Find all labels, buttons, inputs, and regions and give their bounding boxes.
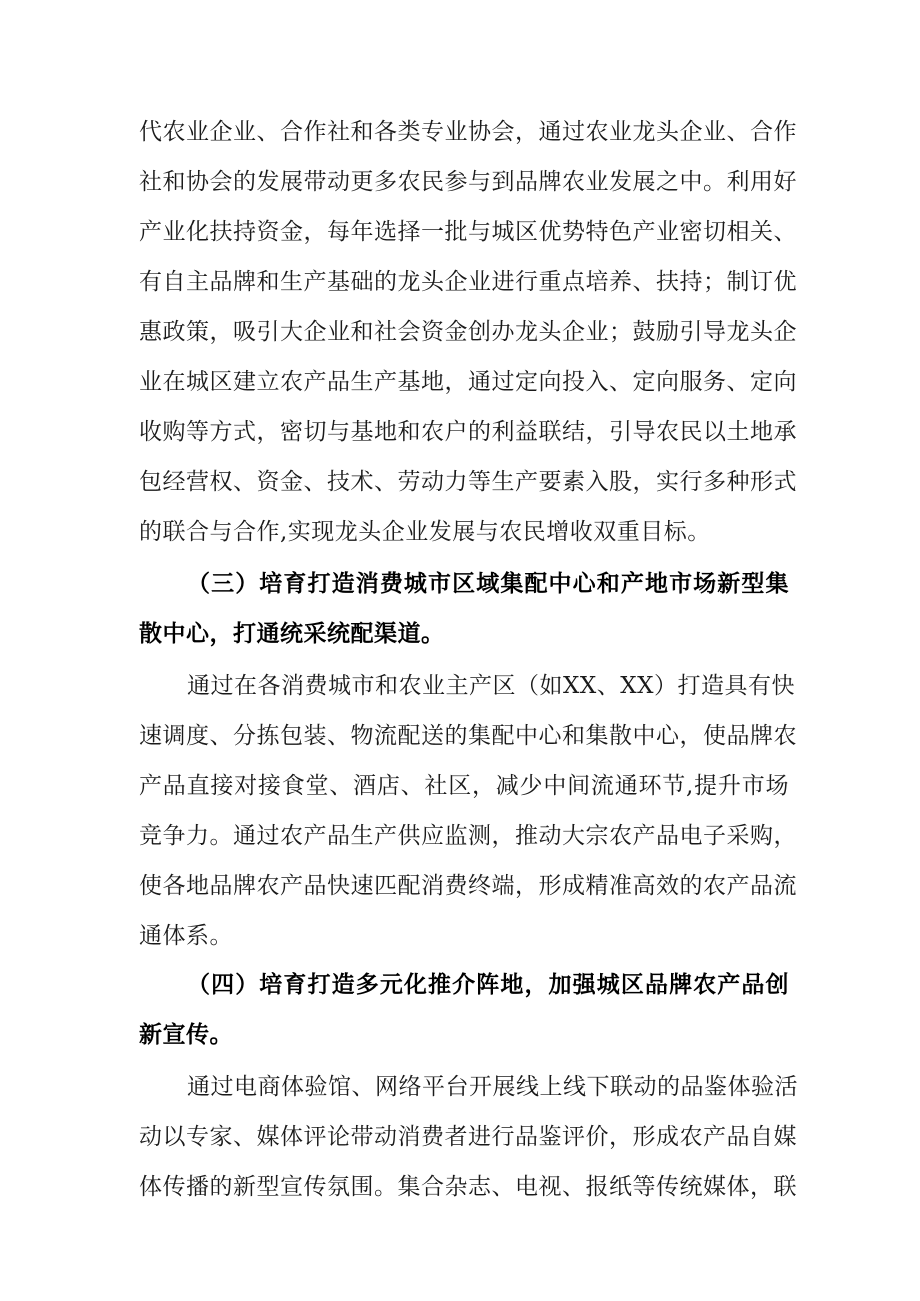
- section-heading-4: （四）培育打造多元化推介阵地，加强城区品牌农产品创: [187, 972, 789, 998]
- paragraph-3-line: 竞争力。通过农产品生产供应监测，推动大宗农产品电子采购，: [139, 823, 797, 849]
- paragraph-intro-line: 的联合与合作,实现龙头企业发展与农民增收双重目标。: [139, 519, 711, 545]
- paragraph-intro-line: 业在城区建立农产品生产基地，通过定向投入、定向服务、定向: [139, 369, 797, 395]
- paragraph-intro-line: 有自主品牌和生产基础的龙头企业进行重点培养、扶持；制订优: [139, 269, 797, 295]
- paragraph-intro-line: 产业化扶持资金，每年选择一批与城区优势特色产业密切相关、: [139, 219, 797, 245]
- paragraph-intro-line: 代农业企业、合作社和各类专业协会，通过农业龙头企业、合作: [139, 119, 797, 145]
- section-heading-4: 新宣传。: [139, 1022, 233, 1048]
- paragraph-4-line: 体传播的新型宣传氛围。集合杂志、电视、报纸等传统媒体，联: [139, 1174, 797, 1200]
- paragraph-3-line: 速调度、分拣包装、物流配送的集配中心和集散中心，使品牌农: [139, 723, 797, 749]
- paragraph-3-line: 使各地品牌农产品快速匹配消费终端，形成精准高效的农产品流: [139, 873, 797, 899]
- paragraph-4-line: 动以专家、媒体评论带动消费者进行品鉴评价，形成农产品自媒: [139, 1124, 797, 1150]
- paragraph-intro-line: 社和协会的发展带动更多农民参与到品牌农业发展之中。利用好: [139, 169, 797, 195]
- paragraph-4-line: 通过电商体验馆、网络平台开展线上线下联动的品鉴体验活: [187, 1074, 798, 1100]
- paragraph-intro-line: 收购等方式，密切与基地和农户的利益联结，引导农民以土地承: [139, 419, 797, 445]
- paragraph-3-line: 通体系。: [139, 923, 233, 949]
- paragraph-intro-line: 惠政策，吸引大企业和社会资金创办龙头企业；鼓励引导龙头企: [139, 319, 797, 345]
- paragraph-intro-line: 包经营权、资金、技术、劳动力等生产要素入股，实行多种形式: [139, 469, 797, 495]
- section-heading-3: （三）培育打造消费城市区域集配中心和产地市场新型集: [187, 571, 789, 597]
- section-heading-3: 散中心，打通统采统配渠道。: [139, 621, 445, 647]
- paragraph-3-line: 产品直接对接食堂、酒店、社区，减少中间流通环节,提升市场: [139, 773, 789, 799]
- paragraph-3-line: 通过在各消费城市和农业主产区（如XX、XX）打造具有快: [187, 673, 795, 699]
